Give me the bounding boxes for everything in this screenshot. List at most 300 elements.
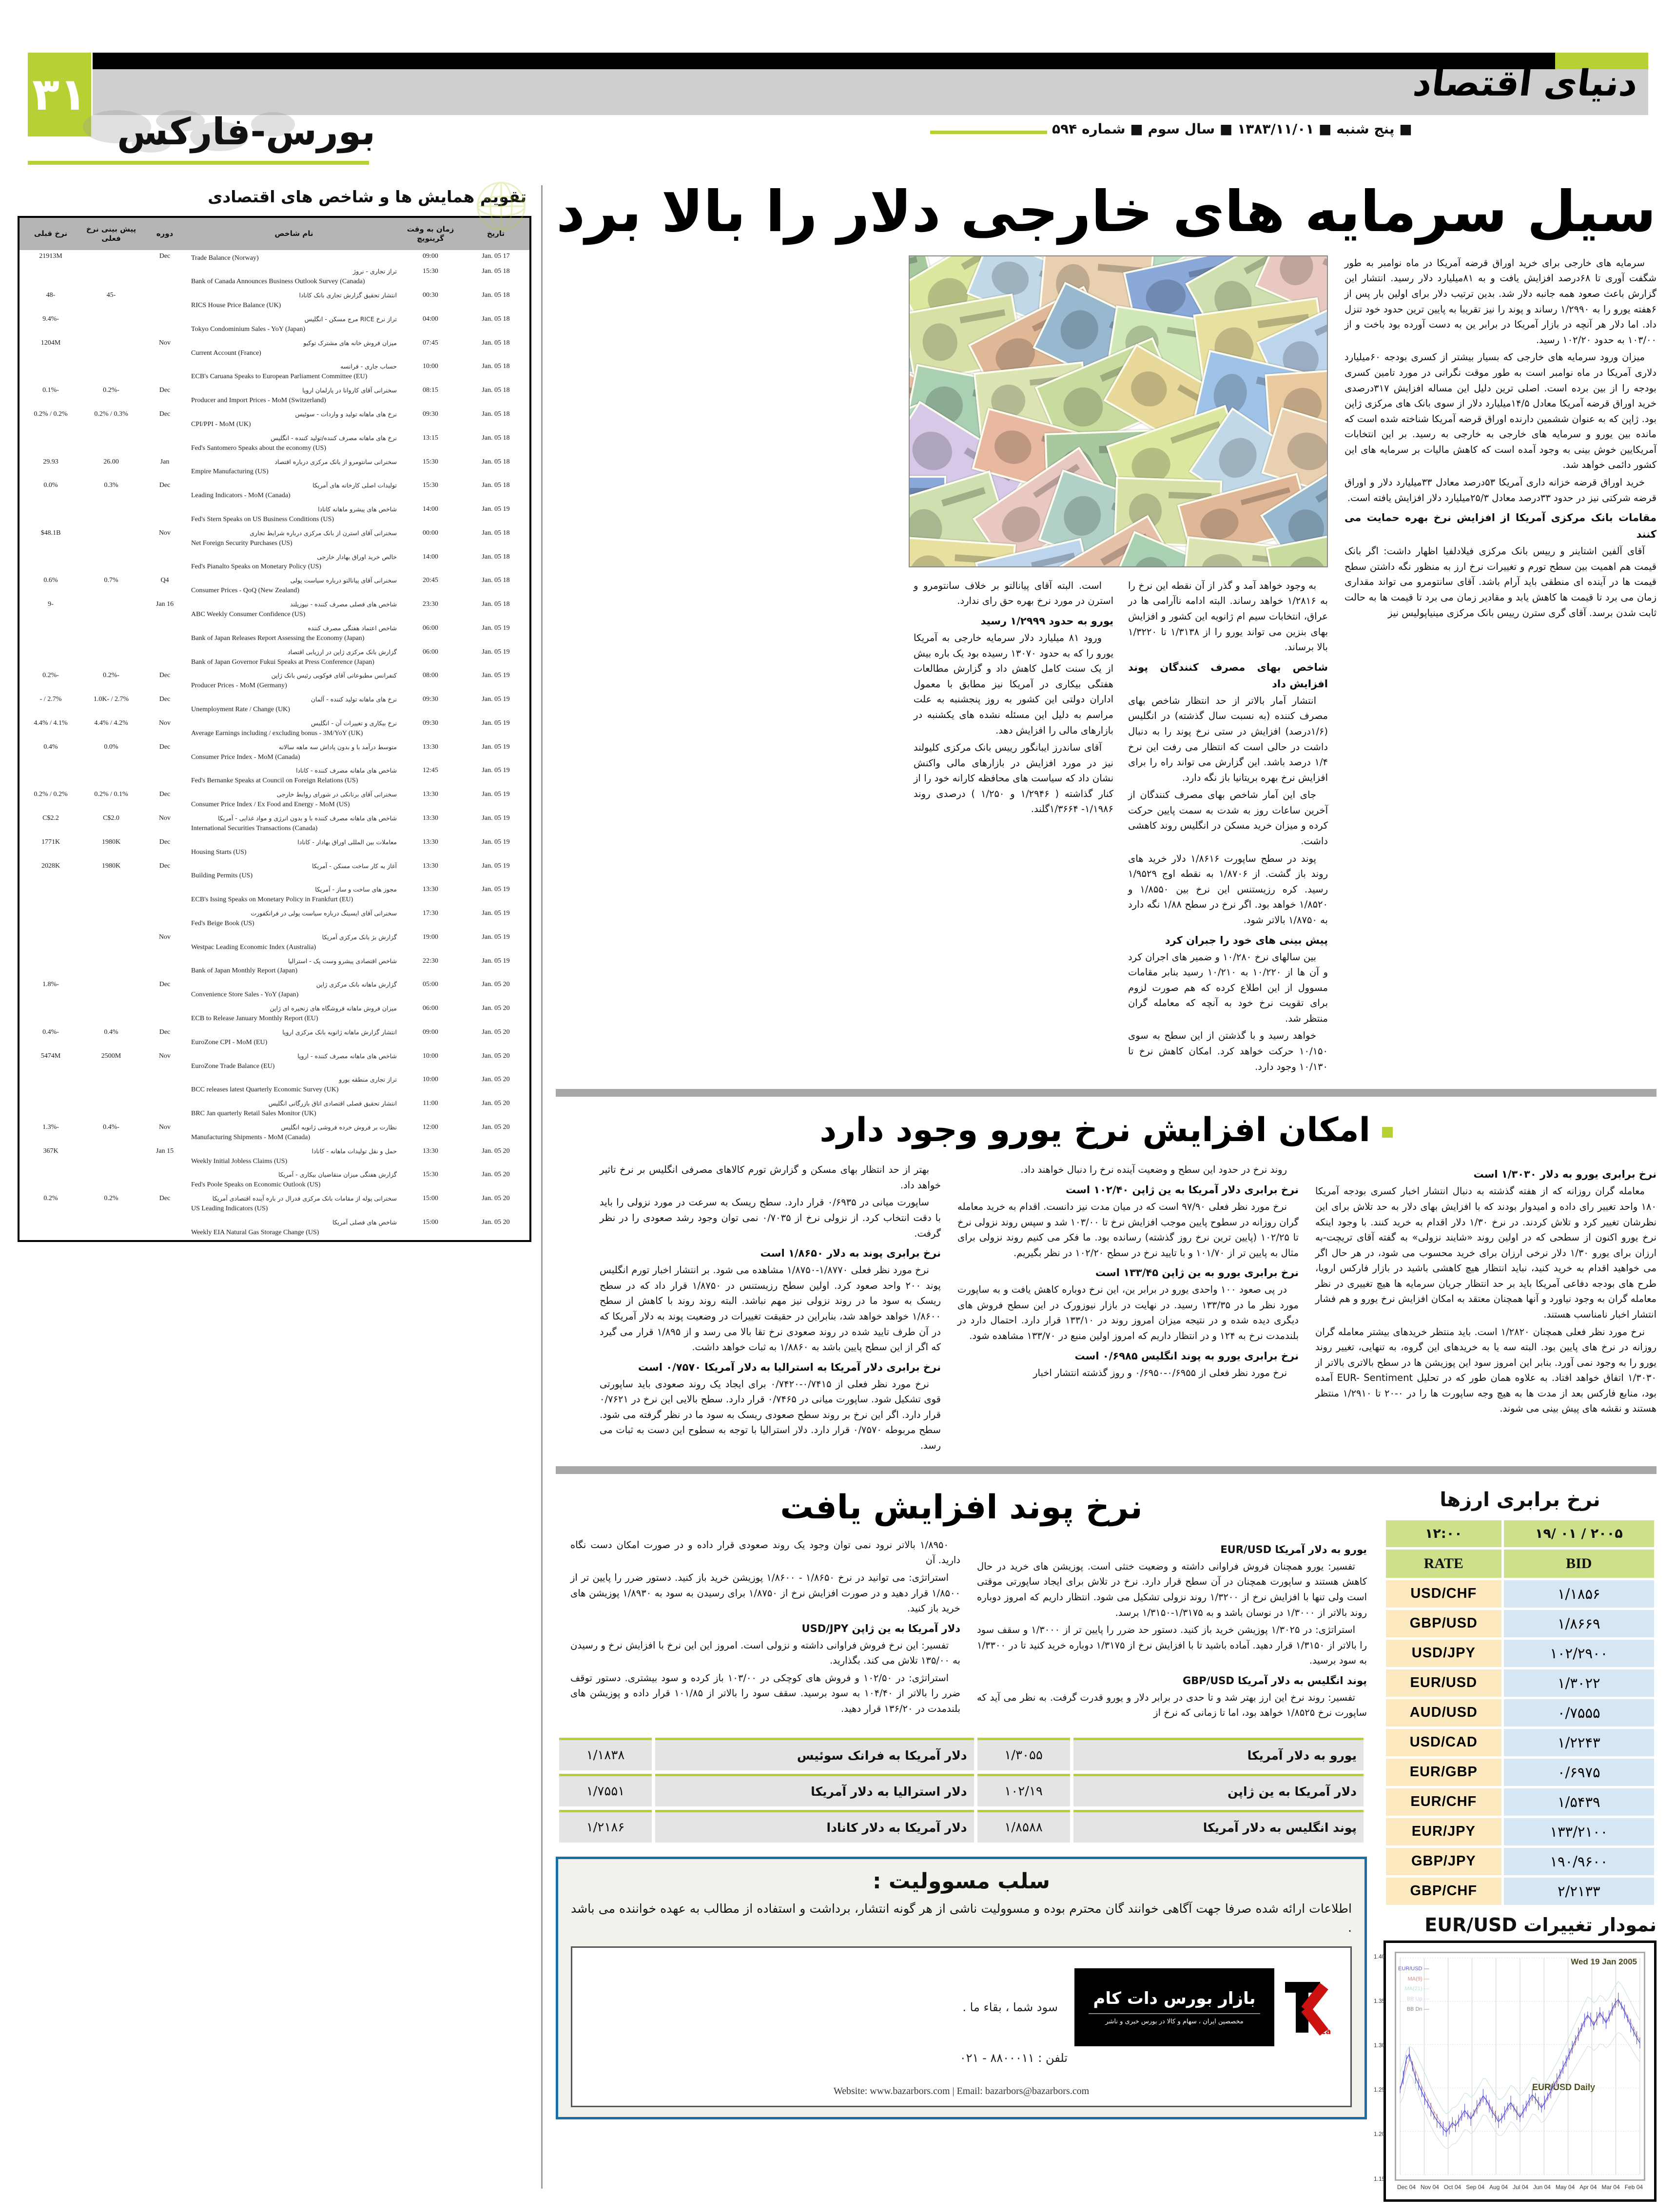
cell-period	[140, 622, 189, 646]
article1-para-2: میزان ورود سرمایه های خارجی که بسیار بیشتر از کسری بودجه ۶۰میلیارد دلاری آمریکا در ماه نوامبر است به طور موقت نگرانی در مورد تامین کسری بودجه را از بین برده است. اصلی ترین دلیل این مساله افزایش ۳۱۷درصدی خرید اوراق قرضه آمریکا معادل ۱۴/۵میلیارد دلار از سوی بانک های مرکزی ژاپن بود. ژاپن که به عنوان ششمین دارنده اوراق قرضه آمریکا شناخته شده است که مانده بین یورو و سرمایه های خارجی به خارجی به رسید. بر این انتخابات آمریکایین خوش بینی به وجود آمده است که کاهش مالیات بر سرمایه های این کشور دائمی خواهد شد.	[1345, 351, 1657, 471]
cell-time: 13:30	[423, 838, 438, 846]
bazarbors-logo	[1074, 1968, 1338, 2046]
cell-indicator-fa: نظارت بر فروش خرده فروشی ژانویه انگلیس	[281, 1123, 397, 1131]
newspaper-logo: دنیای اقتصاد	[1411, 62, 1640, 104]
table-row	[19, 456, 530, 480]
a2c3-sub: نرخ برابری یورو به دلار ۱/۳۰۳۰ است	[1473, 1168, 1657, 1181]
cell-indicator	[189, 265, 399, 289]
cell-indicator-en: Westpac Leading Economic Index (Australia)	[191, 943, 316, 951]
cell-previous: 5474M	[40, 1052, 61, 1060]
cell-indicator	[189, 669, 399, 693]
cell-indicator	[189, 812, 399, 836]
cell-time: 07:45	[423, 339, 438, 347]
cell-date: 19 Jan. 05	[482, 815, 510, 822]
cell-period	[140, 289, 189, 313]
cell-indicator-en: Fed's Stern Speaks on US Business Conditions (US)	[191, 515, 334, 523]
a3c2-sub1: پوند انگلیس به دلار آمریکا GBP/USD	[1182, 1674, 1367, 1687]
cell-indicator-fa: شاخص های ماهانه مصرف کننده - اروپا	[297, 1052, 397, 1060]
cell-indicator-en: Average Earnings including / excluding bonus - 3M/YoY (UK)	[191, 729, 363, 737]
cell-period: Nov	[158, 1123, 171, 1131]
article3-col-1	[570, 1537, 960, 1719]
cell-period	[140, 313, 189, 337]
cell-time: 23:30	[423, 601, 438, 608]
cell-indicator	[189, 1097, 399, 1121]
a2c2-sub2: نرخ برابری یورو به ین ژاپن ۱۳۳/۴۵ است	[1095, 1267, 1299, 1279]
fx-row	[559, 1774, 1364, 1806]
cell-period: Dec	[159, 252, 171, 260]
a3c1-p3: استراتژی: در ۱۰۲/۵۰ و فروش های کوچکی در ۱۰۳/۰۰ باز کرده و سود بیشتری. دستور توقف ضرر را بالاتر از ۱۰۴/۴۰ به سود برسید. سقف سود را بالاتر از ۱۰۱/۸۵ قرار داده و پوزیشن های بلندمدت در ۱۳۶/۲۰ قرار دهید.	[570, 1672, 960, 1715]
chart-legend-item: — BB Dn	[1406, 2006, 1429, 2013]
cell-indicator-fa: تراز تجاری - نروژ	[353, 268, 397, 275]
cell-indicator-fa: انتشار گزارش ماهانه ژانویه بانک مرکزی اروپا	[282, 1028, 397, 1036]
cell-indicator-fa: تراز تجاری منطقه یورو	[339, 1076, 397, 1084]
cell-indicator	[189, 646, 399, 670]
cell-period: Dec	[159, 743, 171, 751]
cell-time: 12:45	[423, 767, 438, 775]
cell-indicator-fa: سخنرانی آقای ایسینگ درباره سیاست پولی در فرانکفورت	[251, 910, 397, 917]
calendar-title: تقویم همایش ها و شاخص های اقتصادی	[208, 187, 526, 206]
cell-date: 18 Jan. 05	[482, 363, 510, 370]
table-row	[19, 1168, 530, 1192]
fx-label-left: دلار آمریکا به دلار کانادا	[655, 1810, 974, 1843]
cell-period: Dec	[159, 410, 171, 418]
a1m-sub1: شاخص بهای مصرف کنندگان پوند افزایش داد	[1128, 661, 1328, 690]
cell-indicator-en: Leading Indicators - MoM (Canada)	[191, 492, 291, 500]
chart-plot	[1396, 1953, 1644, 2179]
cell-previous: -9.4%	[42, 315, 59, 323]
a1m-p4: پوند در سطح ساپورت ۱/۸۶۱۶ دلار خرید های روند باز گشت. از ۱/۸۷۰۶ به نقطه اوج ۱/۹۵۲۹ رسید. کره رزیستنس این نرخ بین ۱/۸۵۵۰ و ۱/۸۵۲۰ خواهد بود. اگر نرخ در سطح ۱/۸۸ نگه دارد به ۱/۸۷۵۰ بالاتر شود.	[1128, 853, 1328, 926]
fx-value-right: ۱/۸۵۸۸	[977, 1810, 1070, 1843]
cell-time: 06:00	[423, 624, 438, 632]
cell-period: Jan 16	[156, 601, 174, 608]
cell-date: 19 Jan. 05	[482, 624, 510, 632]
cell-time: 13:30	[423, 1147, 438, 1155]
table-row	[19, 1002, 530, 1026]
chart-title: نمودار تغییرات EUR/USD	[1424, 1914, 1657, 1936]
a2c2-sub1: نرخ برابری دلار آمریکا به ین ژاپن ۱۰۲/۴۰ است	[1066, 1184, 1299, 1196]
cell-date: 20 Jan. 05	[482, 1219, 510, 1226]
cell-date: 19 Jan. 05	[482, 696, 510, 703]
cell-previous: $48.1B	[40, 529, 61, 537]
cell-time: 09:00	[423, 1028, 438, 1036]
cell-date: 18 Jan. 05	[482, 601, 510, 608]
cell-indicator-fa: آغاز به کار ساخت مسکن - آمریکا	[312, 862, 397, 870]
page-number: ۳۱	[32, 68, 87, 120]
a2c2-p2: در پی صعود ۱۰۰ واحدی یورو در برابر ین، این نرخ دوباره کاهش یافت و به ساپورت مورد نظر ما در ۱۳۳/۳۵ رسید. در نهایت در بازار نیوزورک در این سطح فروش های دیگری دیده شده و در نتیجه میزان امروز روند در ۱۳۳/۱۰ قرار دارد. احتمال دارد در بلندمدت نرخ به ۱۲۴ و در انتظار داریم که امروز اولین منبع در ۱۳۳/۷۰ مشاهده شود.	[957, 1284, 1299, 1341]
cell-forecast	[82, 907, 140, 931]
a1l-sub1: یورو به حدود ۱/۲۹۹۹ رسید	[980, 615, 1113, 627]
chart-x-tick: Apr 04	[1579, 2183, 1597, 2191]
article1-photo-wrap	[899, 255, 1328, 1076]
cell-indicator-fa: حساب جاری - فرانسه	[340, 363, 397, 370]
a3c2-p1: تفسیر: یورو همچنان فروش فراوانی داشته و وضعیت خنثی است. پوزیشن های خرید در حال کاهش هستند و ساپورت همچنان در آن سطح قرار دارد. نرخ در تلاش برای ایجاد ساپورتی موقتی است ولی تنها با افزایش نرخ از ۱/۳۲۰۰ روند نزولی تشکیل می شود. انتظار داریم که امروز دوباره روند بالاتر از ۱/۳۰۰۰ در نوسان باشد و به ۱/۳۱۷۵-۱/۳۱۵۰ برسد.	[977, 1560, 1367, 1618]
cell-indicator	[189, 836, 399, 860]
table-row	[19, 408, 530, 432]
article2-col-3	[1315, 1162, 1657, 1418]
cell-previous	[19, 622, 82, 646]
cell-date: 19 Jan. 05	[482, 767, 510, 775]
cell-time: 10:00	[423, 1076, 438, 1084]
a2c1-p1: ساپورت میانی در ۰/۶۹۳۵ قرار دارد. سطح ریسک به سرعت در مورد نزولی را باید با دقت انتخاب کرد. از نزولی نرخ از ۰/۷۰۳۵ نمی توان وجود رشد صعودی را در نظر گرفت.	[600, 1197, 941, 1239]
cell-indicator-en: Producer and Import Prices - MoM (Switzerland)	[191, 397, 326, 405]
cell-previous: -0.1%	[42, 387, 59, 394]
cell-previous	[19, 646, 82, 670]
rate-bid: ۲/۲۱۳۳	[1504, 1878, 1654, 1905]
a2c1-p2: نرخ مورد نظر فعلی ۱/۸۷۷۰-۱/۸۷۵۰ مشاهده می شود. بر انتشار اخبار تورم انگلیس پوند ۲۰۰ واحد صعود کرد. اولین سطح رزیستنس در ۱/۸۷۵۰ قرار داد که در سطح ریسک به سود ما در روند نزولی نیز مهم نباشد. البته روند روند با کاهش از سطح ۱/۸۶۰۰ خواهد خواهد شد، بنابراین در حقیقت تغییرات در وضعیت پوند به دلار آمریکا که در آن طرف تایید شده در روند صعودی نرخ تقا بالا می رسد و از ۱/۸۹۵ قرار می گیرد که اگر از این سطح پایین باشد به ۱/۸۸۶۰ به ثبات خواهد داشت.	[600, 1264, 941, 1353]
cell-previous: 0.0%	[43, 482, 58, 489]
fx-label-left: دلار استرالیا به دلار آمریکا	[655, 1774, 974, 1806]
cell-indicator-fa: تراز نرخ RICE مرج مسکن - انگلیس	[304, 315, 397, 323]
cell-indicator-fa: میزان فروش خانه های مشترک توکیو	[303, 339, 397, 347]
fx-value-right: ۱۰۲/۱۹	[977, 1774, 1070, 1806]
cell-forecast: 2500M	[101, 1052, 121, 1060]
col-header-forecast: پیش بینی نرخ فعلی	[82, 217, 140, 250]
cell-indicator	[189, 978, 399, 1002]
cell-forecast	[82, 978, 140, 1002]
cell-indicator-en: EuroZone CPI - MoM (EU)	[191, 1038, 268, 1046]
cell-date: 19 Jan. 05	[482, 719, 510, 727]
cell-forecast	[82, 1168, 140, 1192]
cell-time: 13:30	[423, 862, 438, 870]
cell-indicator-en: Convenience Store Sales - YoY (Japan)	[191, 991, 299, 999]
rates-header-row-2	[1386, 1550, 1654, 1578]
cell-time: 13:30	[423, 815, 438, 822]
cell-indicator-fa: گزارش هفتگی میزان متقاضیان بیکاری - آمریکا	[278, 1171, 397, 1179]
cell-indicator	[189, 432, 399, 456]
cell-previous	[19, 1073, 82, 1097]
cell-indicator-en: Weekly EIA Natural Gas Storage Change (US)	[191, 1228, 319, 1236]
table-row	[19, 1026, 530, 1050]
cell-indicator-en: RICS House Price Balance (UK)	[191, 302, 281, 310]
cell-indicator-en: US Leading Indicators (US)	[191, 1205, 268, 1213]
dateline: ■ پنج شنبه ■ ۱۳۸۳/۱۱/۰۱ ■ سال سوم ■ شماره ۵۹۴	[1052, 121, 1412, 137]
cell-indicator-fa: نرخ های ماهانه مصرف کننده/تولید کننده - انگلیس	[271, 434, 397, 442]
table-row	[19, 598, 530, 622]
rate-pair: EUR/GBP	[1386, 1759, 1501, 1786]
cell-forecast	[82, 360, 140, 384]
table-row	[19, 265, 530, 289]
cell-indicator-fa: انتشار تحقیق فصلی اقتصادی اتاق بازرگانی انگلیس	[268, 1100, 397, 1107]
cell-indicator-fa: گزارش بژ بانک مرکزی آمریکا	[322, 933, 397, 941]
globe-icon	[467, 179, 535, 233]
cell-indicator	[189, 1145, 399, 1169]
cell-indicator-en: Housing Starts (US)	[191, 848, 247, 856]
a3c1-sub1: دلار آمریکا به ین ژاپن USD/JPY	[801, 1622, 960, 1634]
a1m-p3: جای این آمار شاخص بهای مصرف کنندگان از آخرین ساعات روز به شدت به سمت پایین حرکت کرده و میزان خرید مسکن در انگلیس روند کاهشی داشت.	[1128, 789, 1328, 847]
table-row	[19, 289, 530, 313]
cell-date: 19 Jan. 05	[482, 957, 510, 965]
cell-date: 18 Jan. 05	[482, 529, 510, 537]
cell-indicator-en: Consumer Price Index - MoM (Canada)	[191, 753, 300, 761]
cell-indicator-en: Fed's Pianalto Speaks on Monetary Policy (US)	[191, 563, 321, 571]
cell-forecast	[82, 527, 140, 551]
table-row	[19, 836, 530, 860]
cell-indicator-fa: کنفرانس مطبوعاتی آقای فوکویی رئیس بانک ژاپن	[271, 672, 397, 679]
col-header-previous: نرخ قبلی	[19, 217, 82, 250]
article1-col-right	[1345, 255, 1657, 622]
cell-date: 19 Jan. 05	[482, 910, 510, 917]
rate-row	[1386, 1878, 1654, 1905]
cell-indicator	[189, 717, 399, 741]
cell-time: 12:00	[423, 1123, 438, 1131]
table-row	[19, 479, 530, 503]
cell-date: 20 Jan. 05	[482, 1171, 510, 1179]
cell-indicator-en: Unemployment Rate / Change (UK)	[191, 706, 290, 714]
cell-forecast	[82, 1097, 140, 1121]
cell-indicator-fa: سخنرانی سانتومرو از بانک مرکزی درباره اقتصاد	[274, 458, 397, 466]
cell-time: 04:00	[423, 315, 438, 323]
table-row	[19, 693, 530, 717]
cell-time: 06:00	[423, 648, 438, 656]
rates-date-header: ۲۰۰۵ / ۰۱ /۱۹	[1504, 1520, 1654, 1547]
cell-indicator-fa: سخنرانی آقای کاروانا در پارلمان اروپا	[302, 387, 397, 394]
col-header-date: تاریخ	[462, 217, 530, 250]
cell-period: Jan 15	[156, 1147, 174, 1155]
cell-period: Dec	[159, 791, 171, 798]
chart-y-tick: 1.40	[1374, 1953, 1385, 1960]
cell-indicator-fa: خالص خرید اوراق بهادار خارجی	[317, 553, 397, 561]
cell-indicator-fa: سخنرانی آقای استرن از بانک مرکزی درباره شرایط تجاری	[250, 529, 397, 537]
cell-indicator-en: ECB's Issing Speaks on Monetary Policy in Frankfurt (EU)	[191, 896, 353, 904]
a1m-p2: انتشار آمار بالاتر از حد انتظار شاخص بهای مصرف کننده (به نسبت سال گذشته) در انگلیس (۱/۶درصد) افزایش در ستی نرخ پوند را به دنبال داشت در حالی است که انتظار می رفت این نرخ ۱/۴ درصد باشد. این گزارش می تواند راه را برای افزایش نرخ بهره بریتانیا باز نگه دارد.	[1128, 695, 1328, 783]
table-row	[19, 669, 530, 693]
a3c1-p1: استراتژی: می توانید در نرخ ۱/۸۶۵۰ - ۱/۸۶۰۰ پوزیشن خرید باز کنید. دستور ضرر را پایین تر از ۱/۸۵۰۰ قرار دهید و در صورت افزایش نرخ از ۱/۸۷۵۰ برای رسیدن به سود به ۱/۸۹۳۰ پوزیشن های خرید باز کنید.	[570, 1572, 960, 1614]
cell-date: 20 Jan. 05	[482, 1028, 510, 1036]
rates-header-row-1	[1386, 1520, 1654, 1547]
cell-indicator	[189, 384, 399, 408]
chart-legend-item: — EUR/USD	[1398, 1965, 1429, 1972]
cell-date: 18 Jan. 05	[482, 410, 510, 418]
bazarbors-ad[interactable]	[571, 1946, 1352, 2107]
cell-indicator	[189, 883, 399, 907]
cell-forecast: 4.2% / 4.4%	[94, 719, 128, 727]
cell-previous	[19, 955, 82, 979]
article3-headline: نرخ پوند افزایش یافت	[780, 1488, 1143, 1527]
cell-date: 18 Jan. 05	[482, 482, 510, 489]
cell-forecast: C$2.0	[103, 815, 119, 822]
cell-indicator-en: EuroZone Trade Balance (EU)	[191, 1062, 275, 1070]
rate-pair: EUR/USD	[1386, 1669, 1501, 1697]
chart-x-tick: Nov 04	[1420, 2183, 1439, 2191]
cell-date: 19 Jan. 05	[482, 791, 510, 798]
chart-x-tick: Oct 04	[1443, 2183, 1462, 2191]
cell-period	[140, 883, 189, 907]
rate-row	[1386, 1818, 1654, 1845]
a2c1-sub2: نرخ برابری دلار آمریکا به استرالیا به دلار آمریکا ۰/۷۵۷۰ است	[638, 1361, 941, 1373]
eurusd-chart	[1374, 1952, 1645, 2182]
masthead-black-bar	[93, 53, 1555, 69]
cell-time: 00:30	[423, 291, 438, 299]
cell-indicator	[189, 1216, 399, 1241]
cell-time: 14:00	[423, 553, 438, 561]
cell-forecast: 0.3%	[104, 482, 118, 489]
cell-indicator-en: Empire Manufacturing (US)	[191, 468, 269, 476]
cell-indicator	[189, 456, 399, 480]
cell-forecast	[82, 432, 140, 456]
rate-pair: USD/CHF	[1386, 1580, 1501, 1608]
cell-previous	[19, 551, 82, 575]
cell-indicator-en: BRC Jan quarterly Retail Sales Monitor (UK)	[191, 1110, 316, 1118]
cell-time: 05:00	[423, 981, 438, 989]
chart-y-tick: 1.15	[1374, 2175, 1385, 2182]
tk-logo-icon: ca	[1274, 1968, 1338, 2046]
a2c2-p0: روند نرخ در حدود این سطح و وضعیت آینده نرخ را دنبال خواهند داد.	[1020, 1164, 1287, 1176]
table-row	[19, 931, 530, 955]
cell-previous	[19, 432, 82, 456]
table-row	[19, 313, 530, 337]
chart-series-annotation: EUR/USD Daily	[1532, 2082, 1595, 2092]
cell-date: 18 Jan. 05	[482, 268, 510, 275]
cell-forecast	[82, 646, 140, 670]
cell-date: 20 Jan. 05	[482, 981, 510, 989]
a2c1-p0: بهتر از حد انتظار بهای مسکن و گزارش تورم کالاهای مصرفی انگلیس بر نرخ تاثیر خواهد داد.	[600, 1164, 941, 1191]
cell-indicator-en: Bank of Japan Releases Report Assessing the Economy (Japan)	[191, 634, 365, 642]
fx-label-left: دلار آمریکا به فرانک سوئیس	[655, 1738, 974, 1770]
table-row	[19, 337, 530, 361]
chart-x-tick: Jul 04	[1513, 2183, 1529, 2191]
cell-indicator	[189, 622, 399, 646]
cell-previous	[19, 883, 82, 907]
fx-value-left: ۱/۷۵۵۱	[559, 1774, 652, 1806]
cell-previous	[19, 931, 82, 955]
cell-previous: -0.4%	[42, 1028, 59, 1036]
banknotes-photo	[909, 255, 1328, 567]
cell-date: 20 Jan. 05	[482, 1195, 510, 1203]
rate-bid: ۱/۱۸۵۶	[1504, 1580, 1654, 1608]
table-row	[19, 741, 530, 765]
cell-date: 20 Jan. 05	[482, 1100, 510, 1107]
table-row	[19, 764, 530, 788]
a3c1-p2: تفسیر: این نرخ فروش فراوانی داشته و نزولی است. امروز این این نرخ با افزایش نرخ و رسیدن به ۱۳۵/۰۰ تلاش می کند. بگذارید.	[570, 1639, 960, 1667]
cell-time: 20:45	[423, 577, 438, 584]
cell-indicator-fa: گزارش بانک مرکزی ژاپن در ارزیابی اقتصاد	[288, 648, 397, 656]
cell-previous: 21913M	[39, 252, 62, 260]
cell-previous	[19, 1216, 82, 1241]
cell-period	[140, 1002, 189, 1026]
rates-rate-header: RATE	[1386, 1550, 1501, 1578]
cell-indicator	[189, 360, 399, 384]
a2c2-p1: نرخ مورد نظر فعلی ۹۷/۹۰ است که در میان مدت نیز دانست. اقدام به خرید معامله گران روزانه در سطوح پایین موجب افزایش نرخ تا ۱۰۳/۰۰ شد و سپس روند نزولی نرخ تا ۱۰۲/۲۵ (پایین ترین نرخ روز گذشته) رسانده بود. ما فکر می کنیم روند نزولی برای مثال به پایین تر از ۱۰۱/۷۰ و با تایید نرخ در سطح ۱۰۲/۲۰ در نظر بگیریم.	[957, 1201, 1299, 1259]
cell-indicator-fa: سخنرانی پوله از مقامات بانک مرکزی فدرال در باره آینده اقتصادی آمریکا	[212, 1195, 397, 1203]
cell-previous: 0.2% / 0.2%	[34, 410, 68, 418]
table-row	[19, 503, 530, 527]
cell-indicator-en: BCC releases latest Quarterly Economic Survey (UK)	[191, 1086, 339, 1094]
cell-period: Nov	[158, 815, 171, 822]
cell-forecast	[82, 764, 140, 788]
disclaimer-title: سلب مسوولیت :	[872, 1869, 1051, 1894]
rate-row	[1386, 1640, 1654, 1667]
cell-date: 19 Jan. 05	[482, 743, 510, 751]
article-separator-bar	[556, 1089, 1657, 1097]
cell-indicator-fa: شاخص های فصلی مصرف کننده - نیوزیلند	[290, 601, 397, 608]
cell-indicator-en: ECB's Caruana Speaks to European Parliament Committee (EU)	[191, 373, 368, 381]
table-row	[19, 978, 530, 1002]
cell-date: 18 Jan. 05	[482, 387, 510, 394]
chart-date-annotation: Wed 19 Jan 2005	[1571, 1957, 1637, 1966]
disclaimer-box	[556, 1857, 1367, 2119]
ad-website-email[interactable]: Website: www.bazarbors.com | Email: bazarbors@bazarbors.com	[833, 2085, 1090, 2096]
cell-time: 09:00	[423, 252, 438, 260]
cell-previous	[19, 360, 82, 384]
cell-period: Dec	[159, 1195, 171, 1203]
cell-time: 09:30	[423, 410, 438, 418]
cell-time: 14:00	[423, 505, 438, 513]
a1m-p6: خواهد رسید و با گذشتن از این سطح به سوی ۱۰/۱۵۰ حرکت خواهد کرد. امکان کاهش نرخ تا ۱۰/۱۳۰ وجود دارد.	[1128, 1030, 1328, 1072]
table-row	[19, 250, 530, 266]
cell-time: 15:30	[423, 458, 438, 466]
cell-indicator-en: Trade Balance (Norway)	[191, 254, 259, 262]
article2-col-1	[600, 1162, 941, 1455]
a2c1-p3: نرخ مورد نظر فعلی از ۰/۷۴۱۵-۰/۷۴۲۰ برای ایجاد یک روند صعودی باید ساپورتی قوی تشکیل شود. ساپورت میانی در ۰/۷۴۶۵ قرار دارد. سطح بالایی این نرخ در ۰/۷۶۲۱ قرار دارد. اگر این نرخ بر روند سطح صعودی ریسک به سود ما در نظر گرفته می شود. سطح مربوطه ۰/۷۵۷۰ قرار دارد. دلار استرالیا با توجه به سطوح این دست به ثبات می رسد.	[600, 1378, 941, 1452]
rate-pair: GBP/CHF	[1386, 1878, 1501, 1905]
cell-forecast	[82, 622, 140, 646]
cell-previous	[19, 1168, 82, 1192]
a1m-sub2: پیش بینی های خود را جبران کرد	[1165, 934, 1328, 946]
cell-previous: 0.2%	[43, 1195, 58, 1203]
rate-pair: GBP/USD	[1386, 1610, 1501, 1637]
cell-indicator	[189, 1073, 399, 1097]
cell-period: Dec	[159, 862, 171, 870]
cell-indicator-en: Weekly Initial Jobless Claims (US)	[191, 1157, 288, 1165]
chart-legend-item: — BB Up	[1406, 1996, 1429, 2002]
cell-forecast	[82, 503, 140, 527]
dateline-rule	[930, 131, 1047, 134]
cell-period	[140, 907, 189, 931]
cell-period	[140, 764, 189, 788]
cell-time: 13:30	[423, 886, 438, 893]
a2c3-p1: معامله گران روزانه که از هفته گذشته به دنبال انتشار اخبار کسری بودجه آمریکا ۱۸۰ واحد تغییر رای داده و امیدوار بودند که با افزایش بهای دلار به حد تلاش برای این نظرشان تغییر کرد و تلاش کردند. در نرخ ۱/۳۰ دلار اقدام به خرید کنند. با وجود اینکه نرخ یورو اکنون از سطحی که در اولین روند «شایند نزولی» به گفته آقای تریچت-به ارزان برای یورو ۱/۳۰ دلار نرخی ارزان برای خرید محسوب می شود، در هر حال اگر می خواهید اقدام به خرید کنید، نباید انتظار هیچ کاهشی باشید در بازار فارکس ارویا، طرح های بودجه دفاعی آمریکا باید بر حد انتظار جریان سرمایه ها هیچ تغییری در نظر معامله گران به وجود نیاورد و آنها همچنان معتقد به امکان افزایش نرخ یورو و هم فشار انتشار اخبار نامناسب هستند.	[1315, 1185, 1657, 1320]
chart-y-tick: 1.25	[1374, 2086, 1385, 2094]
right-rail	[1374, 1488, 1657, 2202]
cell-forecast: 0.3% / 0.2%	[94, 410, 128, 418]
cell-forecast: -0.2%	[103, 672, 119, 679]
rate-pair: AUD/USD	[1386, 1699, 1501, 1727]
rate-bid: ۱۰۲/۲۹۰۰	[1504, 1640, 1654, 1667]
cell-indicator	[189, 741, 399, 765]
cell-date: 19 Jan. 05	[482, 505, 510, 513]
cell-forecast	[82, 551, 140, 575]
calendar-header-row	[19, 217, 530, 250]
table-row	[19, 646, 530, 670]
cell-date: 20 Jan. 05	[482, 1147, 510, 1155]
fx-value-left: ۱/۲۱۸۶	[559, 1810, 652, 1843]
a1m-p5: بین سالهای نرخ ۱۰/۲۸۰ و ضمیر های اجران کرد و آن ها از ۱۰/۲۲۰ به ۱۰/۲۱۰ رسید بنابر مقامات مسوول از این اطلاع کرده که هم صورت لزوم برای تقویت نرخ خود به آنچه که معامله گران منتظر شد.	[1128, 951, 1328, 1024]
article1-para-4: آقای آلفین اشتاینر و رییس بانک مرکزی فیلادلفیا اظهار داشت: اگر بانک قیمت هم اهمیت بین سطح تورم و تغییرات نرخ ارز به منظور نگه داشتن سطح قیمت ها در آینده ای منطقی باید آرام باشد. آقای سانتومرو می تواند مقداری زمان می برد تا قیمت ها کاهش یابد و مقادیر زمان می برد تا قیمت ها به حالت ثابت شدن برسد. آقای گری سترن رییس بانک مرکزی مینیاپولیس نیز	[1345, 545, 1657, 619]
cell-date: 20 Jan. 05	[482, 1005, 510, 1012]
chart-y-tick: 1.35	[1374, 1997, 1385, 2004]
cell-previous: 0.6%	[43, 577, 58, 584]
cell-forecast: -0.2%	[103, 387, 119, 394]
cell-previous: 1771K	[41, 838, 60, 846]
cell-time: 19:00	[423, 933, 438, 941]
ad-logo-line2: مخصصین ایران ، سهام و کالا در بورس خبری و ناشر	[1089, 2013, 1261, 2025]
cell-indicator-fa: متوسط درآمد با و بدون پاداش سه ماهه سالانه	[278, 743, 397, 751]
article1-subheading: مقامات بانک مرکزی آمریکا از افزایش نرخ بهره حمایت می کنند	[1345, 512, 1657, 541]
cell-previous: -48	[46, 291, 56, 299]
cell-period: Dec	[159, 838, 171, 846]
cell-previous: 4.1% / 4.4%	[34, 719, 68, 727]
cell-indicator-en: Bank of Japan Governor Fukui Speaks at Press Conference (Japan)	[191, 658, 374, 666]
cell-indicator	[189, 931, 399, 955]
rate-row	[1386, 1729, 1654, 1756]
rate-bid: ۰/۷۵۵۵	[1504, 1699, 1654, 1727]
cell-indicator-fa: شاخص های پیشرو ماهانه کانادا	[318, 505, 397, 513]
chart-x-tick: Feb 04	[1624, 2183, 1643, 2191]
cell-previous: 367K	[43, 1147, 58, 1155]
rate-bid: ۱۹۰/۹۶۰۰	[1504, 1848, 1654, 1875]
cell-indicator	[189, 574, 399, 598]
cell-period: Q4	[160, 577, 169, 584]
